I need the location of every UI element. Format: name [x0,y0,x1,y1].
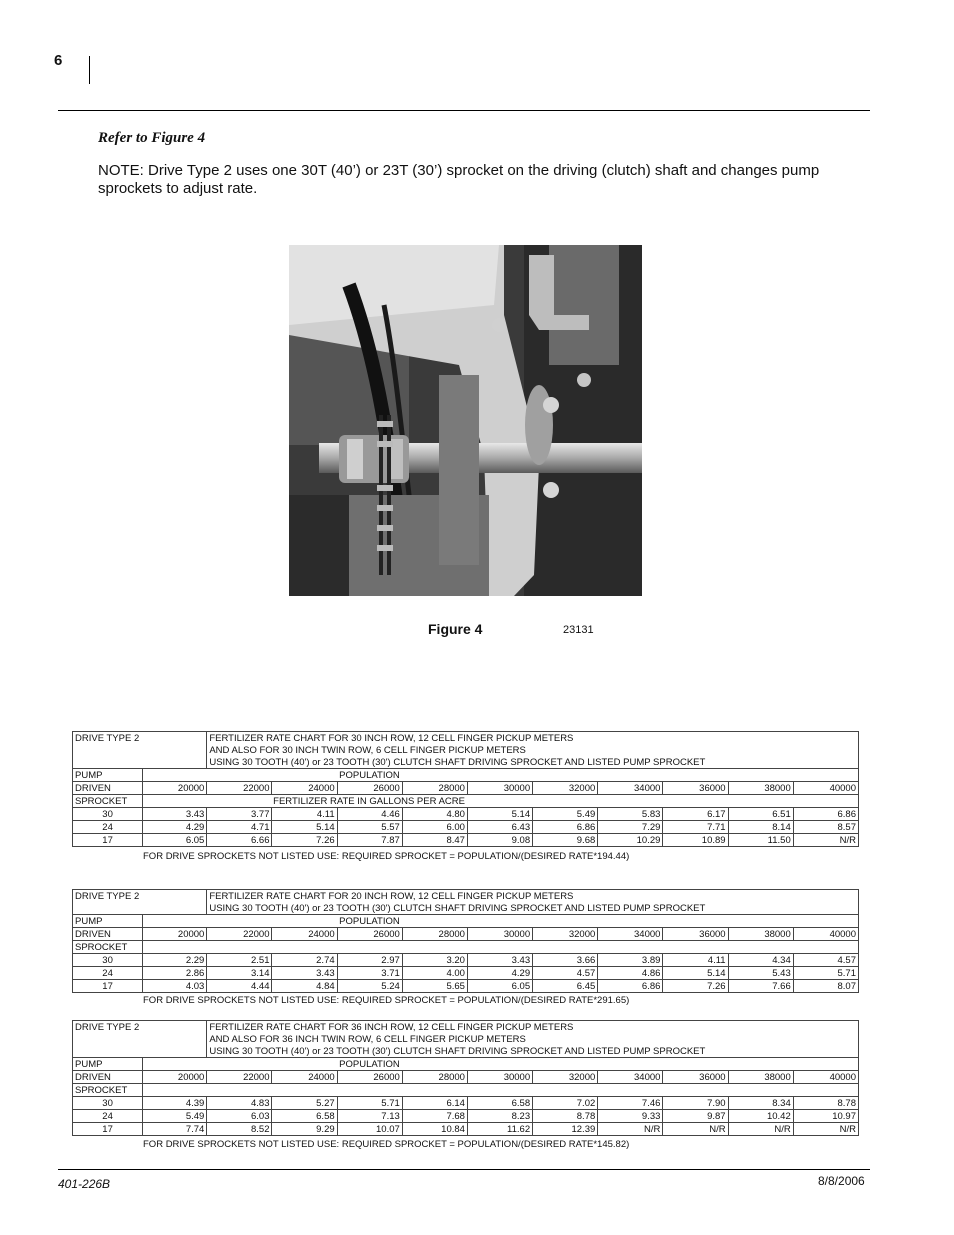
population-header: 40000 [793,928,858,941]
rate-cell: 6.14 [402,1097,467,1110]
rate-cell: 7.46 [598,1097,663,1110]
rate-cell: 3.43 [143,808,207,821]
rate-cell: 6.66 [207,834,272,847]
rate-cell: 7.90 [663,1097,728,1110]
driven-label: DRIVEN [73,1071,143,1084]
rate-cell: 4.11 [272,808,337,821]
rate-cell: 5.27 [272,1097,337,1110]
population-header: 24000 [272,782,337,795]
rate-cell: 5.43 [728,967,793,980]
population-header: 20000 [143,782,207,795]
rate-cell: 7.29 [598,821,663,834]
drive-note: NOTE: Drive Type 2 uses one 30T (40’) or 23T (30’) sprocket on the driving (clutch) shaft and changes pump sprockets to adjust rate. [98,162,820,197]
rate-cell: 6.05 [143,834,207,847]
table-row [73,821,859,834]
figure-caption: Figure 4 [428,621,483,637]
table-row [73,1123,859,1136]
population-header: 28000 [402,1071,467,1084]
rate-cell: 6.58 [467,1097,532,1110]
rate-cell: 4.57 [793,954,858,967]
driven-label: DRIVEN [73,928,143,941]
rate-label [143,941,859,954]
rate-cell: 6.86 [533,821,598,834]
population-header: 30000 [467,928,532,941]
rate-cell: 7.13 [337,1110,402,1123]
table-title-line: FERTILIZER RATE CHART FOR 20 INCH ROW, 12 CELL FINGER PICKUP METERS [207,890,859,903]
population-header: 22000 [207,782,272,795]
rate-cell: 10.42 [728,1110,793,1123]
rate-cell: 10.29 [598,834,663,847]
document-id: 401-226B [58,1177,111,1191]
rate-cell: 8.52 [207,1123,272,1136]
pump-label: PUMP [73,1058,143,1071]
rate-cell: 2.97 [337,954,402,967]
sprocket-value: 30 [73,808,143,821]
rate-cell: 4.29 [143,821,207,834]
population-header: 24000 [272,928,337,941]
rate-cell: 9.29 [272,1123,337,1136]
rate-cell: 3.89 [598,954,663,967]
rate-cell: 3.43 [467,954,532,967]
rate-cell: 10.97 [793,1110,858,1123]
population-header: 40000 [793,1071,858,1084]
rate-cell: 6.45 [533,980,598,993]
rate-cell: 5.49 [533,808,598,821]
rate-cell: 8.34 [728,1097,793,1110]
rate-cell: 12.39 [533,1123,598,1136]
rate-cell: 7.26 [663,980,728,993]
pump-label: PUMP [73,769,143,782]
table-title-line: USING 30 TOOTH (40') or 23 TOOTH (30') CLUTCH SHAFT DRIVING SPROCKET AND LISTED PUMP SPROCKET [207,756,859,769]
table-footnote: FOR DRIVE SPROCKETS NOT LISTED USE: REQUIRED SPROCKET = POPULATION/(DESIRED RATE*145.82) [143,1139,630,1150]
rate-cell: 8.23 [467,1110,532,1123]
table-row [73,967,859,980]
page-number: 6 [54,52,63,69]
sprocket-label: SPROCKET [73,1084,143,1097]
rate-cell: 3.14 [207,967,272,980]
rate-cell: 6.17 [663,808,728,821]
table-row [73,1097,859,1110]
sprocket-value: 24 [73,1110,143,1123]
table-row [73,808,859,821]
rate-cell: N/R [598,1123,663,1136]
rate-cell: 8.14 [728,821,793,834]
rate-cell: 3.20 [402,954,467,967]
rate-cell: 8.57 [793,821,858,834]
sprocket-label: SPROCKET [73,795,143,808]
population-header: 26000 [337,928,402,941]
drive-type-label: DRIVE TYPE 2 [73,732,207,769]
rate-cell: 4.84 [272,980,337,993]
rate-cell: 4.39 [143,1097,207,1110]
table-footnote: FOR DRIVE SPROCKETS NOT LISTED USE: REQUIRED SPROCKET = POPULATION/(DESIRED RATE*194.44) [143,851,630,862]
rate-cell: 6.03 [207,1110,272,1123]
sprocket-label: SPROCKET [73,941,143,954]
population-header: 32000 [533,928,598,941]
figure-4-photo [289,245,642,596]
header-divider [89,56,90,84]
rate-cell: 6.05 [467,980,532,993]
rate-cell: 3.43 [272,967,337,980]
population-header: 36000 [663,1071,728,1084]
rate-cell: 2.51 [207,954,272,967]
rate-cell: 2.86 [143,967,207,980]
rate-cell: 8.07 [793,980,858,993]
table-footnote: FOR DRIVE SPROCKETS NOT LISTED USE: REQUIRED SPROCKET = POPULATION/(DESIRED RATE*291.65) [143,995,630,1006]
population-header: 20000 [143,928,207,941]
sprocket-value: 24 [73,821,143,834]
sprocket-value: 30 [73,1097,143,1110]
rate-cell: 2.29 [143,954,207,967]
table-title-line: USING 30 TOOTH (40') or 23 TOOTH (30') CLUTCH SHAFT DRIVING SPROCKET AND LISTED PUMP SPROCKET [207,1045,859,1058]
population-header: 34000 [598,928,663,941]
fertilizer-rate-table-2 [72,889,859,993]
rate-cell: 4.83 [207,1097,272,1110]
sprocket-value: 30 [73,954,143,967]
rate-cell: 5.49 [143,1110,207,1123]
population-label: POPULATION [143,1058,859,1071]
document-date: 8/8/2006 [818,1174,865,1188]
rate-cell: N/R [728,1123,793,1136]
rate-cell: N/R [793,1123,858,1136]
table-row [73,834,859,847]
rate-cell: 4.03 [143,980,207,993]
table-title-line: AND ALSO FOR 36 INCH TWIN ROW, 6 CELL FINGER PICKUP METERS [207,1033,859,1045]
drive-shaft-illustration [289,245,642,596]
drive-type-label: DRIVE TYPE 2 [73,890,207,915]
rate-cell: 7.66 [728,980,793,993]
rate-cell: 11.62 [467,1123,532,1136]
rate-cell: 9.33 [598,1110,663,1123]
rate-cell: 3.77 [207,808,272,821]
rate-cell: 4.34 [728,954,793,967]
population-header: 32000 [533,1071,598,1084]
rate-cell: 5.24 [337,980,402,993]
rate-cell: 5.57 [337,821,402,834]
rate-cell: 6.00 [402,821,467,834]
rate-cell: 5.14 [272,821,337,834]
population-header: 28000 [402,928,467,941]
rate-cell: 6.51 [728,808,793,821]
population-header: 36000 [663,782,728,795]
rate-cell: 5.71 [793,967,858,980]
rate-cell: N/R [663,1123,728,1136]
rate-cell: 9.87 [663,1110,728,1123]
table-row [73,1110,859,1123]
population-header: 26000 [337,1071,402,1084]
rate-cell: 4.44 [207,980,272,993]
population-header: 22000 [207,1071,272,1084]
rate-cell: 3.66 [533,954,598,967]
rate-label [143,1084,859,1097]
rate-cell: 9.68 [533,834,598,847]
rate-cell: 4.46 [337,808,402,821]
rate-cell: 4.29 [467,967,532,980]
sprocket-value: 24 [73,967,143,980]
rate-cell: 7.02 [533,1097,598,1110]
rate-cell: 4.71 [207,821,272,834]
rate-cell: 7.26 [272,834,337,847]
table-title-line: AND ALSO FOR 30 INCH TWIN ROW, 6 CELL FINGER PICKUP METERS [207,744,859,756]
rate-cell: 11.50 [728,834,793,847]
rate-cell: 5.83 [598,808,663,821]
figure-number: 23131 [563,624,594,636]
sprocket-value: 17 [73,1123,143,1136]
footer-rule [58,1169,870,1170]
rate-cell: 4.11 [663,954,728,967]
rate-cell: 8.78 [533,1110,598,1123]
fertilizer-rate-table-3 [72,1020,859,1136]
rate-cell: 2.74 [272,954,337,967]
population-header: 38000 [728,928,793,941]
rate-cell: 4.86 [598,967,663,980]
rate-cell: 3.71 [337,967,402,980]
rate-cell: 5.71 [337,1097,402,1110]
rate-cell: 5.14 [467,808,532,821]
population-header: 20000 [143,1071,207,1084]
population-header: 26000 [337,782,402,795]
table-title-line: FERTILIZER RATE CHART FOR 30 INCH ROW, 12 CELL FINGER PICKUP METERS [207,732,859,745]
rate-cell: N/R [793,834,858,847]
population-label: POPULATION [143,915,859,928]
rate-cell: 9.08 [467,834,532,847]
rate-cell: 6.58 [272,1110,337,1123]
sprocket-value: 17 [73,980,143,993]
rate-cell: 10.07 [337,1123,402,1136]
rate-cell: 4.80 [402,808,467,821]
table-row [73,954,859,967]
population-header: 30000 [467,782,532,795]
rate-cell: 6.86 [793,808,858,821]
rate-cell: 6.43 [467,821,532,834]
fertilizer-rate-table-1 [72,731,859,847]
population-header: 32000 [533,782,598,795]
rate-cell: 6.86 [598,980,663,993]
sprocket-value: 17 [73,834,143,847]
rate-cell: 10.84 [402,1123,467,1136]
population-header: 24000 [272,1071,337,1084]
population-header: 40000 [793,782,858,795]
population-header: 28000 [402,782,467,795]
rate-cell: 7.68 [402,1110,467,1123]
rate-cell: 5.65 [402,980,467,993]
rate-cell: 4.57 [533,967,598,980]
table-title-line: USING 30 TOOTH (40') or 23 TOOTH (30') CLUTCH SHAFT DRIVING SPROCKET AND LISTED PUMP SPROCKET [207,902,859,915]
population-header: 22000 [207,928,272,941]
driven-label: DRIVEN [73,782,143,795]
rate-cell: 4.00 [402,967,467,980]
population-header: 36000 [663,928,728,941]
rate-cell: 7.87 [337,834,402,847]
rate-label: FERTILIZER RATE IN GALLONS PER ACRE [143,795,859,808]
rate-cell: 8.78 [793,1097,858,1110]
figure-reference: Refer to Figure 4 [98,130,206,146]
population-header: 34000 [598,782,663,795]
rate-cell: 8.47 [402,834,467,847]
drive-type-label: DRIVE TYPE 2 [73,1021,207,1058]
rate-cell: 5.14 [663,967,728,980]
population-header: 34000 [598,1071,663,1084]
table-row [73,980,859,993]
pump-label: PUMP [73,915,143,928]
population-header: 38000 [728,782,793,795]
rate-cell: 7.74 [143,1123,207,1136]
header-rule [58,110,870,111]
rate-cell: 10.89 [663,834,728,847]
population-header: 38000 [728,1071,793,1084]
rate-cell: 7.71 [663,821,728,834]
population-label: POPULATION [143,769,859,782]
table-title-line: FERTILIZER RATE CHART FOR 36 INCH ROW, 12 CELL FINGER PICKUP METERS [207,1021,859,1034]
population-header: 30000 [467,1071,532,1084]
